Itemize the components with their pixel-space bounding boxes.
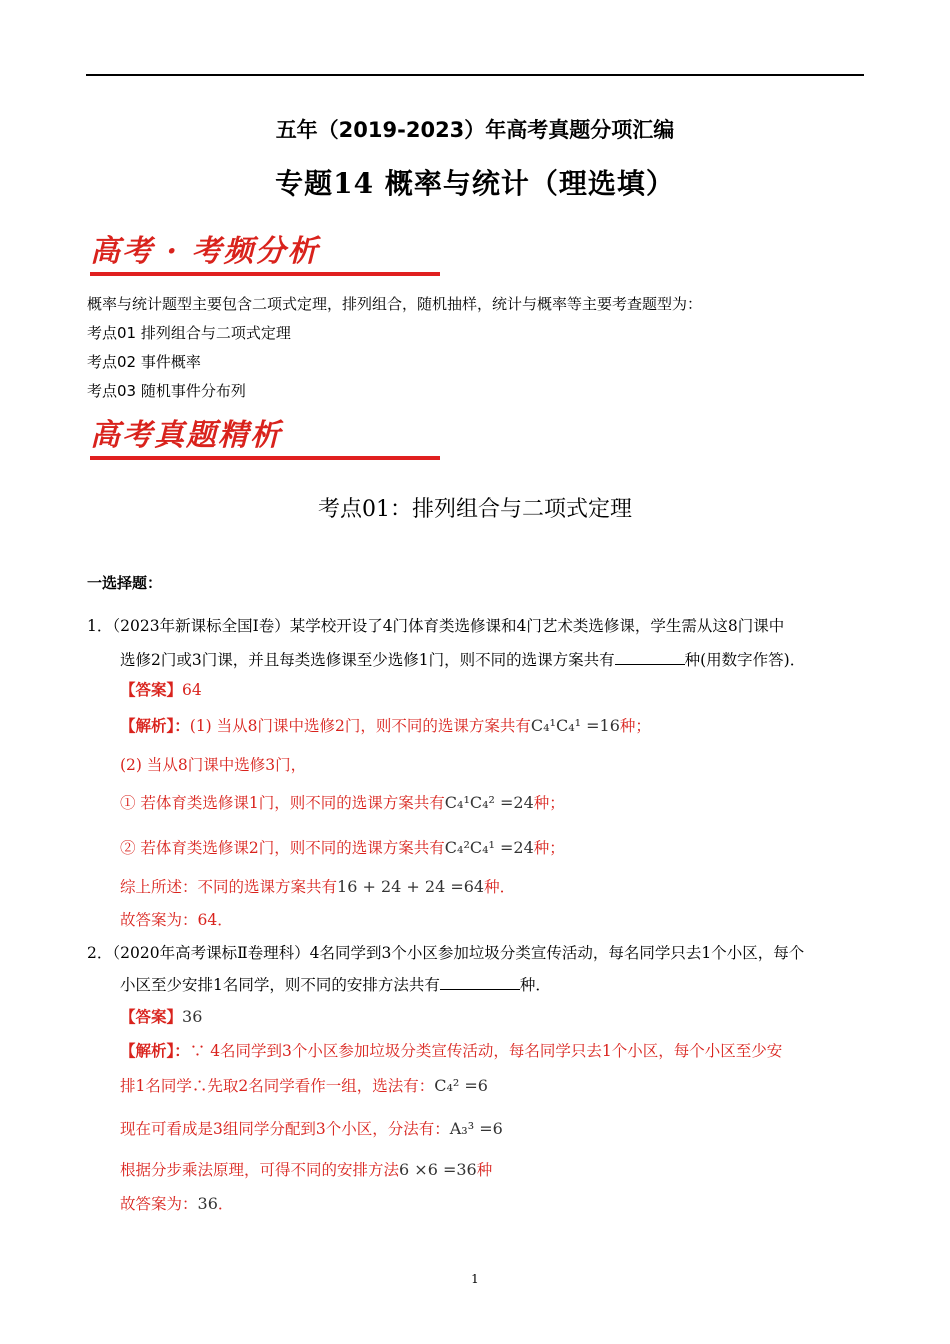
answer-blank bbox=[440, 975, 520, 990]
formula: A₃³ =6 bbox=[449, 1119, 503, 1138]
banner-frequency-text: 高考 · 考频分析 bbox=[90, 234, 320, 269]
question-text: 选修2门或3门课，并且每类选修课至少选修1门，则不同的选课方案共有 bbox=[120, 651, 615, 669]
solution-text: 现在可看成是3组同学分配到3个小区，分法有： bbox=[120, 1120, 450, 1138]
banner-frequency-analysis bbox=[90, 226, 440, 276]
solution-text: ． bbox=[217, 1195, 234, 1213]
formula: C₄²C₄¹ =24 bbox=[444, 838, 534, 857]
formula: C₄¹C₄² =24 bbox=[444, 793, 534, 812]
question-text: 种． bbox=[519, 976, 551, 994]
banner-underline bbox=[90, 272, 440, 276]
solution-text: 种； bbox=[619, 717, 651, 735]
section-heading: 考点01：排列组合与二项式定理 bbox=[318, 497, 632, 522]
question-2-solution-3 bbox=[120, 1117, 503, 1139]
formula: 16 + 24 + 24 =64 bbox=[337, 877, 485, 896]
question-2-line-2 bbox=[120, 973, 551, 995]
formula: C₄¹C₄¹ =16 bbox=[530, 716, 620, 735]
solution-text: ② 若体育类选修课2门，则不同的选课方案共有 bbox=[120, 839, 445, 857]
solution-text: 种； bbox=[533, 839, 565, 857]
question-type-label: 一选择题： bbox=[87, 574, 163, 592]
question-1-solution-5 bbox=[120, 875, 515, 897]
question-text: 小区至少安排1名同学，则不同的安排方法共有 bbox=[120, 976, 440, 994]
solution-text: 种． bbox=[484, 878, 516, 896]
analysis-point-2: 考点02 事件概率 bbox=[87, 353, 201, 371]
formula: 6 ×6 =36 bbox=[399, 1160, 477, 1179]
solution-text: (1) 当从8门课中选修2门，则不同的选课方案共有 bbox=[189, 717, 531, 735]
solution-text: 排1名同学∴先取2名同学看作一组，选法有： bbox=[120, 1077, 435, 1095]
formula: 36 bbox=[197, 1194, 218, 1213]
answer-value: 36 bbox=[182, 1007, 203, 1026]
question-text: （2023年新课标全国Ⅰ卷）某学校开设了4门体育类选修课和4门艺术类选修课，学生需从这8门课中 bbox=[112, 617, 785, 635]
page-number: 1 bbox=[471, 1272, 479, 1286]
question-2-solution-2 bbox=[120, 1074, 488, 1096]
solution-text: ① 若体育类选修课1门，则不同的选课方案共有 bbox=[120, 794, 445, 812]
solution-text: 种 bbox=[476, 1161, 493, 1179]
banner-real-exam-text: 高考真题精析 bbox=[90, 418, 282, 453]
question-1-solution-6: 故答案为：64． bbox=[120, 911, 233, 929]
solution-text: 种； bbox=[533, 794, 565, 812]
solution-label: 【解析】： bbox=[120, 716, 190, 735]
question-2-solution-4 bbox=[120, 1158, 492, 1180]
question-2-solution-5 bbox=[120, 1192, 233, 1214]
question-1-solution-2: (2) 当从8门课中选修3门， bbox=[120, 756, 307, 774]
banner-underline bbox=[90, 456, 440, 460]
analysis-intro: 概率与统计题型主要包含二项式定理，排列组合，随机抽样，统计与概率等主要考查题型为： bbox=[87, 295, 703, 313]
question-2-line-1 bbox=[87, 941, 804, 963]
banner-real-exam bbox=[90, 410, 440, 460]
solution-text: 根据分步乘法原理，可得不同的安排方法 bbox=[120, 1161, 400, 1179]
solution-text: 综上所述：不同的选课方案共有 bbox=[120, 878, 338, 896]
analysis-point-3: 考点03 随机事件分布列 bbox=[87, 382, 246, 400]
question-2-solution-1 bbox=[120, 1039, 782, 1061]
question-text: （2020年高考课标Ⅱ卷理科）4名同学到3个小区参加垃圾分类宣传活动，每名同学只去1个小区，每个 bbox=[112, 944, 805, 962]
question-1-line-2 bbox=[120, 648, 805, 670]
solution-text: ∵ 4名同学到3个小区参加垃圾分类宣传活动，每名同学只去1个小区，每个小区至少安 bbox=[189, 1042, 783, 1060]
question-1-solution-4 bbox=[120, 836, 565, 858]
document-subtitle: 专题14 概率与统计（理选填） bbox=[275, 167, 675, 200]
solution-label: 【解析】： bbox=[120, 1041, 190, 1060]
formula: C₄² =6 bbox=[434, 1076, 488, 1095]
answer-label: 【答案】 bbox=[120, 680, 183, 699]
answer-blank bbox=[615, 650, 685, 665]
solution-text: 故答案为： bbox=[120, 1195, 198, 1213]
question-1-line-1 bbox=[87, 614, 784, 636]
document-title: 五年（2019-2023）年高考真题分项汇编 bbox=[275, 118, 675, 142]
answer-label: 【答案】 bbox=[120, 1007, 183, 1026]
question-1-solution-1 bbox=[120, 714, 651, 736]
question-1-answer bbox=[120, 678, 202, 700]
question-number: 2． bbox=[87, 944, 113, 962]
analysis-point-1: 考点01 排列组合与二项式定理 bbox=[87, 324, 291, 342]
question-2-answer bbox=[120, 1005, 202, 1027]
question-1-solution-3 bbox=[120, 791, 565, 813]
header-rule bbox=[86, 74, 864, 76]
question-number: 1． bbox=[87, 617, 113, 635]
answer-value: 64 bbox=[182, 681, 202, 699]
question-text: 种(用数字作答)． bbox=[684, 651, 806, 669]
